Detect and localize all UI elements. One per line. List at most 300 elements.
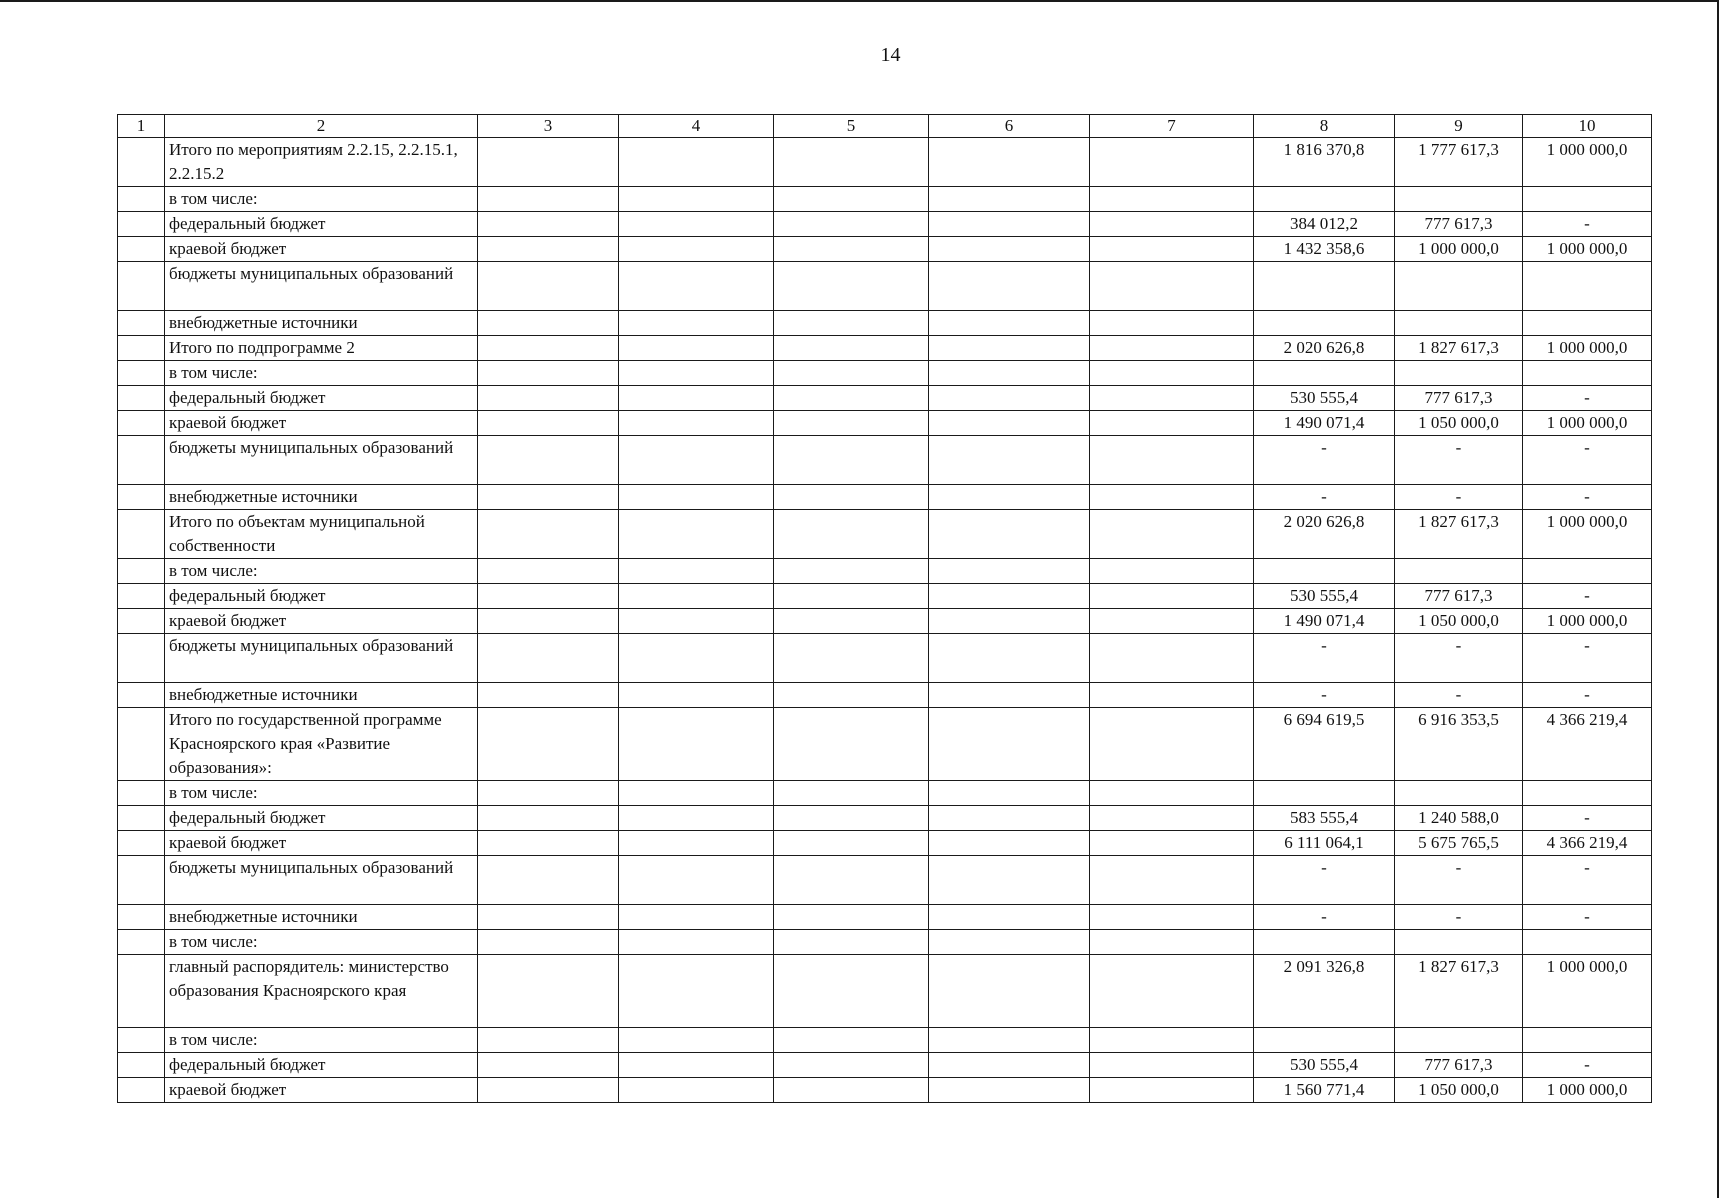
- empty-cell: [929, 708, 1090, 781]
- empty-cell: [774, 609, 929, 634]
- empty-cell: [774, 386, 929, 411]
- value-col-10: 1 000 000,0: [1523, 336, 1652, 361]
- value-col-10: -: [1523, 683, 1652, 708]
- empty-cell: [619, 436, 774, 485]
- empty-cell: [1090, 806, 1254, 831]
- empty-cell: [478, 831, 619, 856]
- table-row: [118, 138, 1652, 187]
- empty-cell: [1090, 311, 1254, 336]
- empty-cell: [478, 609, 619, 634]
- empty-cell: [774, 1078, 929, 1103]
- empty-cell: [478, 559, 619, 584]
- empty-cell: [1090, 1078, 1254, 1103]
- column-header: 1: [118, 115, 165, 138]
- row-label: в том числе:: [165, 1028, 478, 1053]
- empty-cell: [929, 1053, 1090, 1078]
- empty-cell: [774, 187, 929, 212]
- column-header: 4: [619, 115, 774, 138]
- value-col-8: [1254, 311, 1395, 336]
- value-col-9: [1395, 781, 1523, 806]
- empty-cell: [1090, 634, 1254, 683]
- empty-cell: [619, 311, 774, 336]
- value-col-10: -: [1523, 386, 1652, 411]
- table-row: [118, 781, 1652, 806]
- value-col-8: -: [1254, 856, 1395, 905]
- row-number-cell: [118, 485, 165, 510]
- empty-cell: [619, 1028, 774, 1053]
- value-col-8: 1 816 370,8: [1254, 138, 1395, 187]
- row-number-cell: [118, 609, 165, 634]
- empty-cell: [929, 584, 1090, 609]
- budget-table: [117, 114, 1652, 1103]
- value-col-8: -: [1254, 905, 1395, 930]
- row-number-cell: [118, 1053, 165, 1078]
- row-label: внебюджетные источники: [165, 683, 478, 708]
- value-col-9: -: [1395, 634, 1523, 683]
- table-row: [118, 831, 1652, 856]
- row-label: федеральный бюджет: [165, 212, 478, 237]
- value-col-9: [1395, 559, 1523, 584]
- value-col-9: 1 827 617,3: [1395, 955, 1523, 1028]
- value-col-9: 1 240 588,0: [1395, 806, 1523, 831]
- empty-cell: [619, 262, 774, 311]
- table-row: [118, 510, 1652, 559]
- empty-cell: [929, 1028, 1090, 1053]
- empty-cell: [929, 336, 1090, 361]
- empty-cell: [478, 262, 619, 311]
- empty-cell: [478, 411, 619, 436]
- empty-cell: [619, 634, 774, 683]
- row-label: в том числе:: [165, 930, 478, 955]
- value-col-8: 2 091 326,8: [1254, 955, 1395, 1028]
- empty-cell: [929, 237, 1090, 262]
- value-col-9: 1 000 000,0: [1395, 237, 1523, 262]
- row-label: федеральный бюджет: [165, 806, 478, 831]
- value-col-9: -: [1395, 683, 1523, 708]
- table-row: [118, 311, 1652, 336]
- row-label: бюджеты муниципальных образований: [165, 856, 478, 905]
- empty-cell: [619, 930, 774, 955]
- row-label: внебюджетные источники: [165, 485, 478, 510]
- value-col-8: 530 555,4: [1254, 1053, 1395, 1078]
- empty-cell: [774, 1053, 929, 1078]
- value-col-8: [1254, 781, 1395, 806]
- empty-cell: [619, 856, 774, 905]
- column-header: 9: [1395, 115, 1523, 138]
- row-number-cell: [118, 510, 165, 559]
- row-number-cell: [118, 831, 165, 856]
- empty-cell: [929, 634, 1090, 683]
- empty-cell: [478, 237, 619, 262]
- empty-cell: [774, 683, 929, 708]
- table-row: [118, 336, 1652, 361]
- empty-cell: [1090, 955, 1254, 1028]
- empty-cell: [1090, 386, 1254, 411]
- table-row: [118, 634, 1652, 683]
- row-number-cell: [118, 361, 165, 386]
- empty-cell: [929, 1078, 1090, 1103]
- row-number-cell: [118, 905, 165, 930]
- value-col-10: 1 000 000,0: [1523, 510, 1652, 559]
- empty-cell: [929, 411, 1090, 436]
- row-label: бюджеты муниципальных образований: [165, 634, 478, 683]
- value-col-8: 6 111 064,1: [1254, 831, 1395, 856]
- table-row: [118, 1028, 1652, 1053]
- value-col-10: -: [1523, 634, 1652, 683]
- row-label: краевой бюджет: [165, 411, 478, 436]
- row-number-cell: [118, 584, 165, 609]
- empty-cell: [929, 311, 1090, 336]
- row-number-cell: [118, 187, 165, 212]
- column-header: 5: [774, 115, 929, 138]
- empty-cell: [478, 361, 619, 386]
- empty-cell: [619, 336, 774, 361]
- value-col-8: [1254, 187, 1395, 212]
- column-header: 3: [478, 115, 619, 138]
- value-col-10: 1 000 000,0: [1523, 609, 1652, 634]
- row-label: краевой бюджет: [165, 609, 478, 634]
- value-col-10: 1 000 000,0: [1523, 1078, 1652, 1103]
- empty-cell: [478, 187, 619, 212]
- empty-cell: [619, 708, 774, 781]
- empty-cell: [774, 559, 929, 584]
- empty-cell: [774, 584, 929, 609]
- empty-cell: [619, 683, 774, 708]
- empty-cell: [478, 905, 619, 930]
- empty-cell: [929, 485, 1090, 510]
- empty-cell: [1090, 781, 1254, 806]
- empty-cell: [774, 510, 929, 559]
- empty-cell: [619, 584, 774, 609]
- empty-cell: [929, 781, 1090, 806]
- value-col-10: -: [1523, 584, 1652, 609]
- value-col-9: 1 777 617,3: [1395, 138, 1523, 187]
- value-col-9: 1 827 617,3: [1395, 510, 1523, 559]
- empty-cell: [619, 831, 774, 856]
- empty-cell: [929, 955, 1090, 1028]
- row-number-cell: [118, 559, 165, 584]
- empty-cell: [929, 361, 1090, 386]
- row-number-cell: [118, 1078, 165, 1103]
- empty-cell: [1090, 212, 1254, 237]
- value-col-8: [1254, 559, 1395, 584]
- row-number-cell: [118, 708, 165, 781]
- empty-cell: [1090, 584, 1254, 609]
- value-col-10: -: [1523, 1053, 1652, 1078]
- empty-cell: [929, 905, 1090, 930]
- empty-cell: [478, 1053, 619, 1078]
- row-number-cell: [118, 386, 165, 411]
- empty-cell: [1090, 336, 1254, 361]
- empty-cell: [1090, 1053, 1254, 1078]
- empty-cell: [1090, 856, 1254, 905]
- value-col-8: -: [1254, 485, 1395, 510]
- value-col-8: [1254, 262, 1395, 311]
- empty-cell: [619, 1053, 774, 1078]
- value-col-9: [1395, 361, 1523, 386]
- empty-cell: [1090, 1028, 1254, 1053]
- value-col-8: 6 694 619,5: [1254, 708, 1395, 781]
- row-label: в том числе:: [165, 361, 478, 386]
- table-row: [118, 905, 1652, 930]
- header-row: [118, 115, 1652, 138]
- table-row: [118, 1053, 1652, 1078]
- table-row: [118, 212, 1652, 237]
- value-col-10: 1 000 000,0: [1523, 237, 1652, 262]
- empty-cell: [929, 187, 1090, 212]
- empty-cell: [619, 138, 774, 187]
- table-row: [118, 485, 1652, 510]
- empty-cell: [1090, 559, 1254, 584]
- row-label: Итого по государственной программе Красноярского края «Развитие образования»:: [165, 708, 478, 781]
- row-label: краевой бюджет: [165, 1078, 478, 1103]
- empty-cell: [619, 411, 774, 436]
- empty-cell: [774, 930, 929, 955]
- value-col-9: 777 617,3: [1395, 1053, 1523, 1078]
- value-col-8: 583 555,4: [1254, 806, 1395, 831]
- empty-cell: [774, 905, 929, 930]
- empty-cell: [929, 436, 1090, 485]
- value-col-9: 1 827 617,3: [1395, 336, 1523, 361]
- empty-cell: [774, 634, 929, 683]
- empty-cell: [774, 361, 929, 386]
- empty-cell: [478, 485, 619, 510]
- table-row: [118, 187, 1652, 212]
- empty-cell: [774, 436, 929, 485]
- row-label: федеральный бюджет: [165, 584, 478, 609]
- row-label: внебюджетные источники: [165, 311, 478, 336]
- empty-cell: [619, 806, 774, 831]
- row-label: краевой бюджет: [165, 831, 478, 856]
- row-number-cell: [118, 138, 165, 187]
- empty-cell: [1090, 187, 1254, 212]
- value-col-10: [1523, 1028, 1652, 1053]
- value-col-10: -: [1523, 806, 1652, 831]
- value-col-9: -: [1395, 485, 1523, 510]
- value-col-9: 5 675 765,5: [1395, 831, 1523, 856]
- empty-cell: [774, 262, 929, 311]
- column-header: 7: [1090, 115, 1254, 138]
- empty-cell: [478, 634, 619, 683]
- empty-cell: [478, 386, 619, 411]
- row-number-cell: [118, 781, 165, 806]
- empty-cell: [619, 781, 774, 806]
- value-col-8: 2 020 626,8: [1254, 510, 1395, 559]
- column-header: 2: [165, 115, 478, 138]
- empty-cell: [1090, 683, 1254, 708]
- empty-cell: [619, 485, 774, 510]
- empty-cell: [1090, 485, 1254, 510]
- row-number-cell: [118, 411, 165, 436]
- value-col-10: -: [1523, 905, 1652, 930]
- empty-cell: [1090, 609, 1254, 634]
- empty-cell: [929, 806, 1090, 831]
- empty-cell: [774, 806, 929, 831]
- empty-cell: [929, 609, 1090, 634]
- value-col-9: [1395, 930, 1523, 955]
- value-col-10: [1523, 559, 1652, 584]
- table-row: [118, 930, 1652, 955]
- empty-cell: [774, 708, 929, 781]
- table-row: [118, 708, 1652, 781]
- row-label: Итого по объектам муниципальной собственности: [165, 510, 478, 559]
- row-number-cell: [118, 1028, 165, 1053]
- value-col-8: 1 490 071,4: [1254, 609, 1395, 634]
- empty-cell: [619, 905, 774, 930]
- value-col-8: 530 555,4: [1254, 584, 1395, 609]
- empty-cell: [929, 386, 1090, 411]
- row-number-cell: [118, 634, 165, 683]
- table-row: [118, 1078, 1652, 1103]
- column-header: 10: [1523, 115, 1652, 138]
- column-header: 6: [929, 115, 1090, 138]
- empty-cell: [774, 955, 929, 1028]
- value-col-10: [1523, 262, 1652, 311]
- empty-cell: [478, 856, 619, 905]
- value-col-9: -: [1395, 905, 1523, 930]
- empty-cell: [1090, 831, 1254, 856]
- value-col-9: 777 617,3: [1395, 212, 1523, 237]
- value-col-9: -: [1395, 856, 1523, 905]
- empty-cell: [1090, 411, 1254, 436]
- empty-cell: [929, 683, 1090, 708]
- table-row: [118, 559, 1652, 584]
- value-col-10: [1523, 187, 1652, 212]
- empty-cell: [619, 609, 774, 634]
- empty-cell: [1090, 708, 1254, 781]
- row-number-cell: [118, 311, 165, 336]
- empty-cell: [619, 559, 774, 584]
- empty-cell: [1090, 436, 1254, 485]
- page-number: 14: [880, 44, 901, 66]
- value-col-8: [1254, 930, 1395, 955]
- table-row: [118, 411, 1652, 436]
- empty-cell: [478, 1028, 619, 1053]
- value-col-10: 1 000 000,0: [1523, 955, 1652, 1028]
- value-col-8: 1 432 358,6: [1254, 237, 1395, 262]
- value-col-8: 1 490 071,4: [1254, 411, 1395, 436]
- table-row: [118, 361, 1652, 386]
- empty-cell: [478, 683, 619, 708]
- row-label: Итого по мероприятиям 2.2.15, 2.2.15.1, 2.2.15.2: [165, 138, 478, 187]
- empty-cell: [1090, 262, 1254, 311]
- value-col-10: 1 000 000,0: [1523, 411, 1652, 436]
- empty-cell: [478, 1078, 619, 1103]
- row-number-cell: [118, 212, 165, 237]
- value-col-9: 1 050 000,0: [1395, 609, 1523, 634]
- table-row: [118, 436, 1652, 485]
- row-label: краевой бюджет: [165, 237, 478, 262]
- row-number-cell: [118, 955, 165, 1028]
- row-label: федеральный бюджет: [165, 386, 478, 411]
- empty-cell: [774, 311, 929, 336]
- empty-cell: [929, 559, 1090, 584]
- row-label: в том числе:: [165, 781, 478, 806]
- empty-cell: [619, 955, 774, 1028]
- empty-cell: [774, 411, 929, 436]
- value-col-9: [1395, 187, 1523, 212]
- value-col-8: 1 560 771,4: [1254, 1078, 1395, 1103]
- empty-cell: [929, 930, 1090, 955]
- value-col-9: -: [1395, 436, 1523, 485]
- value-col-8: -: [1254, 683, 1395, 708]
- empty-cell: [478, 212, 619, 237]
- value-col-10: 4 366 219,4: [1523, 708, 1652, 781]
- value-col-9: [1395, 1028, 1523, 1053]
- empty-cell: [478, 436, 619, 485]
- table-row: [118, 609, 1652, 634]
- row-label: Итого по подпрограмме 2: [165, 336, 478, 361]
- empty-cell: [1090, 930, 1254, 955]
- empty-cell: [774, 336, 929, 361]
- row-number-cell: [118, 237, 165, 262]
- table-row: [118, 262, 1652, 311]
- row-label: бюджеты муниципальных образований: [165, 262, 478, 311]
- empty-cell: [1090, 510, 1254, 559]
- empty-cell: [929, 262, 1090, 311]
- empty-cell: [478, 708, 619, 781]
- empty-cell: [774, 485, 929, 510]
- table-row: [118, 955, 1652, 1028]
- empty-cell: [1090, 905, 1254, 930]
- empty-cell: [478, 138, 619, 187]
- value-col-8: [1254, 361, 1395, 386]
- empty-cell: [774, 831, 929, 856]
- value-col-9: 777 617,3: [1395, 386, 1523, 411]
- value-col-10: -: [1523, 212, 1652, 237]
- row-number-cell: [118, 683, 165, 708]
- value-col-9: 777 617,3: [1395, 584, 1523, 609]
- table-row: [118, 237, 1652, 262]
- value-col-10: -: [1523, 856, 1652, 905]
- empty-cell: [774, 1028, 929, 1053]
- value-col-10: [1523, 361, 1652, 386]
- row-number-cell: [118, 262, 165, 311]
- value-col-9: 1 050 000,0: [1395, 1078, 1523, 1103]
- empty-cell: [478, 781, 619, 806]
- value-col-9: [1395, 262, 1523, 311]
- empty-cell: [774, 212, 929, 237]
- row-number-cell: [118, 436, 165, 485]
- empty-cell: [1090, 361, 1254, 386]
- row-number-cell: [118, 806, 165, 831]
- value-col-10: [1523, 781, 1652, 806]
- table-body: [118, 115, 1652, 1103]
- table-row: [118, 584, 1652, 609]
- value-col-8: 530 555,4: [1254, 386, 1395, 411]
- empty-cell: [478, 930, 619, 955]
- value-col-8: 384 012,2: [1254, 212, 1395, 237]
- value-col-8: -: [1254, 634, 1395, 683]
- row-label: в том числе:: [165, 187, 478, 212]
- table-row: [118, 683, 1652, 708]
- empty-cell: [478, 955, 619, 1028]
- row-number-cell: [118, 336, 165, 361]
- value-col-8: -: [1254, 436, 1395, 485]
- empty-cell: [619, 361, 774, 386]
- empty-cell: [1090, 138, 1254, 187]
- value-col-9: [1395, 311, 1523, 336]
- value-col-10: -: [1523, 436, 1652, 485]
- row-label: федеральный бюджет: [165, 1053, 478, 1078]
- empty-cell: [929, 212, 1090, 237]
- empty-cell: [774, 781, 929, 806]
- value-col-8: 2 020 626,8: [1254, 336, 1395, 361]
- empty-cell: [619, 212, 774, 237]
- value-col-8: [1254, 1028, 1395, 1053]
- value-col-10: 4 366 219,4: [1523, 831, 1652, 856]
- empty-cell: [478, 311, 619, 336]
